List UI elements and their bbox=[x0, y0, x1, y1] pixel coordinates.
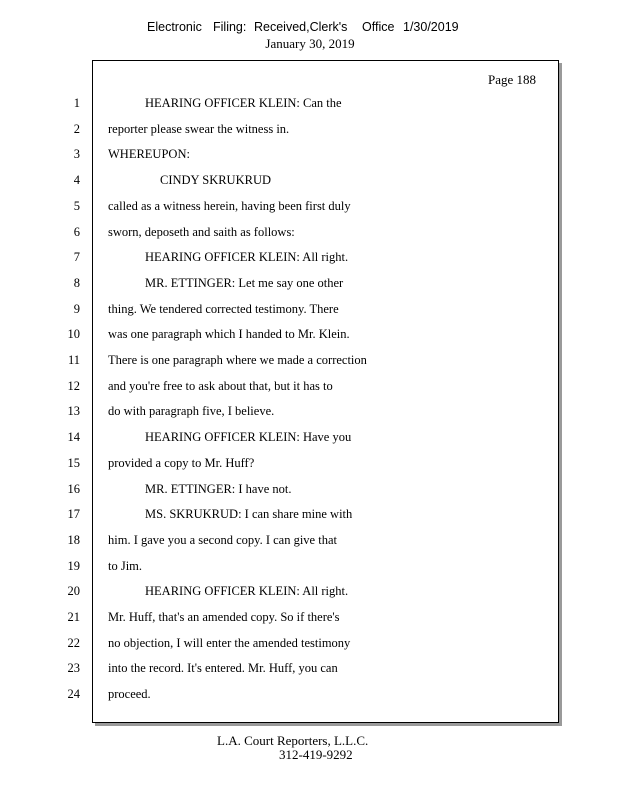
transcript-line: There is one paragraph where we made a correction bbox=[108, 353, 367, 367]
line-number: 17 bbox=[67, 507, 80, 521]
transcript-line: proceed. bbox=[108, 687, 151, 701]
stamp-filing: Filing: bbox=[213, 20, 247, 34]
line-number: 23 bbox=[67, 661, 80, 675]
line-number: 5 bbox=[73, 199, 80, 213]
line-number: 10 bbox=[67, 327, 80, 341]
line-number: 24 bbox=[67, 687, 80, 701]
line-number: 22 bbox=[67, 636, 80, 650]
transcript-line: called as a witness herein, having been first duly bbox=[108, 199, 351, 213]
line-number: 7 bbox=[73, 250, 80, 264]
transcript-line: Mr. Huff, that's an amended copy. So if there's bbox=[108, 610, 340, 624]
transcript-line: to Jim. bbox=[108, 559, 143, 573]
line-number: 13 bbox=[67, 404, 80, 418]
transcript-line: do with paragraph five, I believe. bbox=[108, 404, 275, 418]
transcript-line: CINDY SKRUKRUD bbox=[160, 173, 272, 187]
line-number: 2 bbox=[73, 122, 80, 136]
line-number: 15 bbox=[67, 456, 80, 470]
transcript-line: HEARING OFFICER KLEIN: All right. bbox=[145, 584, 349, 598]
transcript-line: and you're free to ask about that, but it has to bbox=[108, 379, 333, 393]
transcript-line: HEARING OFFICER KLEIN: All right. bbox=[145, 250, 349, 264]
transcript-line: MS. SKRUKRUD: I can share mine with bbox=[145, 507, 353, 521]
transcript-line: MR. ETTINGER: Let me say one other bbox=[145, 276, 344, 290]
page-number: Page 188 bbox=[488, 72, 537, 87]
line-number: 12 bbox=[67, 379, 80, 393]
header-date: January 30, 2019 bbox=[265, 36, 355, 51]
stamp-electronic: Electronic bbox=[147, 20, 202, 34]
line-number: 18 bbox=[67, 533, 80, 547]
transcript-line: thing. We tendered corrected testimony. There bbox=[108, 302, 339, 316]
stamp-date: 1/30/2019 bbox=[403, 20, 459, 34]
stamp-office: Office bbox=[362, 20, 395, 34]
transcript-line: no objection, I will enter the amended testimony bbox=[108, 636, 351, 650]
line-number: 3 bbox=[73, 147, 80, 161]
line-number: 20 bbox=[67, 584, 80, 598]
transcript-line: sworn, deposeth and saith as follows: bbox=[108, 225, 295, 239]
transcript-line: reporter please swear the witness in. bbox=[108, 122, 290, 136]
line-number: 8 bbox=[73, 276, 80, 290]
transcript-line: into the record. It's entered. Mr. Huff, you can bbox=[108, 661, 338, 675]
line-number: 14 bbox=[67, 430, 80, 444]
line-number: 9 bbox=[73, 302, 80, 316]
transcript-line: WHEREUPON: bbox=[108, 147, 190, 161]
stamp-received-clerks: Received,Clerk's bbox=[254, 20, 348, 34]
footer-company: L.A. Court Reporters, L.L.C. bbox=[217, 733, 369, 748]
transcript-line: provided a copy to Mr. Huff? bbox=[108, 456, 255, 470]
transcript-line: was one paragraph which I handed to Mr. Klein. bbox=[108, 327, 350, 341]
footer-phone: 312-419-9292 bbox=[279, 747, 353, 762]
line-number: 1 bbox=[73, 96, 80, 110]
line-number: 6 bbox=[73, 225, 80, 239]
line-number: 11 bbox=[67, 353, 80, 367]
transcript-line: him. I gave you a second copy. I can give that bbox=[108, 533, 337, 547]
line-number: 19 bbox=[67, 559, 80, 573]
line-number: 4 bbox=[73, 173, 80, 187]
line-number: 16 bbox=[67, 482, 80, 496]
line-number: 21 bbox=[67, 610, 80, 624]
transcript-line: HEARING OFFICER KLEIN: Have you bbox=[145, 430, 352, 444]
transcript-line: MR. ETTINGER: I have not. bbox=[145, 482, 292, 496]
transcript-line: HEARING OFFICER KLEIN: Can the bbox=[145, 96, 342, 110]
